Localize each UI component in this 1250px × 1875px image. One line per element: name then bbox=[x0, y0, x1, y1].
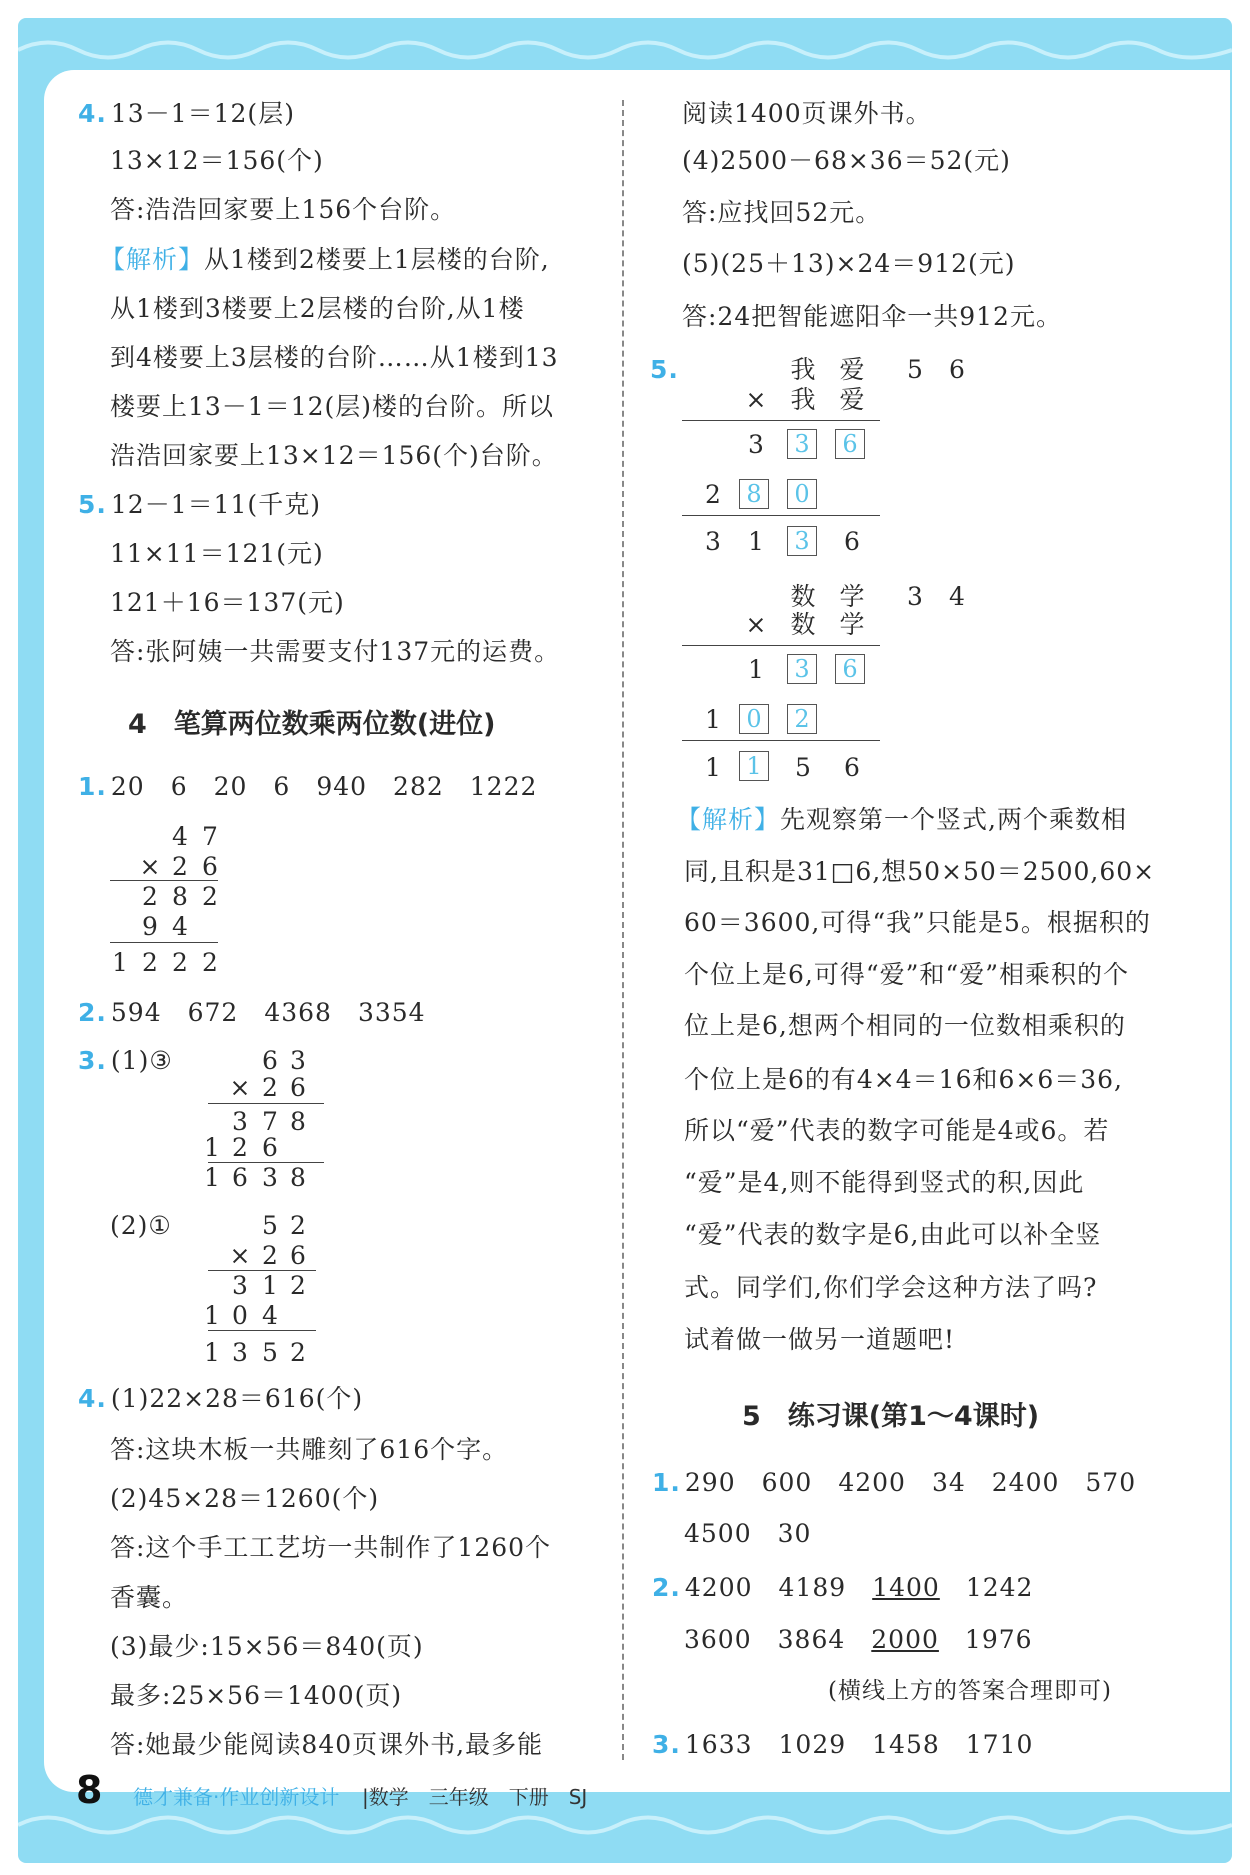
q4-analysis-line: 楼要上13－1＝12(层)楼的台阶。所以 bbox=[110, 392, 555, 421]
s4q1-line: 1. 20 6 20 6 940 282 1222 bbox=[78, 772, 538, 801]
section-5-title: 5 练习课(第1～4课时) bbox=[742, 1401, 1040, 1432]
q4-answer: 答:浩浩回家要上156个台阶。 bbox=[110, 195, 457, 224]
cont-line: 阅读1400页课外书。 bbox=[682, 99, 932, 128]
s5q2-note: (横线上方的答案合理即可) bbox=[828, 1678, 1112, 1704]
s4q4-line: (3)最少:15×56＝840(页) bbox=[110, 1632, 424, 1661]
q5-analysis-line: 试着做一做另一道题吧! bbox=[684, 1325, 956, 1354]
q5-answer: 答:张阿姨一共需要支付137元的运费。 bbox=[110, 637, 561, 666]
q4-line: 4. 13－1＝12(层) bbox=[78, 99, 295, 128]
q5-analysis-line: “爱”是4,则不能得到竖式的积,因此 bbox=[684, 1168, 1085, 1197]
column-divider bbox=[622, 100, 624, 1760]
answer-box: 0 bbox=[739, 704, 769, 734]
s4q3-part2: (2)① bbox=[110, 1211, 172, 1240]
s5q1-line: 1. 290 600 4200 34 2400 570 bbox=[652, 1468, 1137, 1497]
s4q4-line: 4. (1)22×28＝616(个) bbox=[78, 1384, 364, 1413]
answer-box: 3 bbox=[787, 654, 817, 684]
q5-analysis: 【解析】先观察第一个竖式,两个乘数相 bbox=[676, 805, 1127, 834]
footer-brand: 德才兼备·作业创新设计 bbox=[133, 1785, 340, 1809]
answer-box: 8 bbox=[739, 479, 769, 509]
q5-analysis-line: “爱”代表的数字是6,由此可以补全竖 bbox=[684, 1220, 1102, 1249]
q4-analysis-line: 到4楼要上3层楼的台阶……从1楼到13 bbox=[110, 343, 559, 372]
top-wave-decoration bbox=[18, 30, 1232, 70]
cont-line: (5)(25＋13)×24＝912(元) bbox=[682, 249, 1016, 278]
answer-box: 1 bbox=[739, 751, 769, 781]
q5-analysis-line: 60＝3600,可得“我”只能是5。根据积的 bbox=[684, 908, 1151, 937]
answer-box: 0 bbox=[787, 479, 817, 509]
s4q2-line: 2. 594 672 4368 3354 bbox=[78, 998, 426, 1027]
answer-box: 2 bbox=[787, 704, 817, 734]
q5-analysis-line: 个位上是6,可得“爱”和“爱”相乘积的个 bbox=[684, 960, 1129, 989]
footer-subject: |数学 三年级 下册 SJ bbox=[362, 1785, 588, 1809]
answer-box: 3 bbox=[787, 526, 817, 556]
q4-analysis-line: 浩浩回家要上13×12＝156(个)台阶。 bbox=[110, 441, 558, 470]
s4q4-line: 最多:25×56＝1400(页) bbox=[110, 1681, 403, 1710]
s5q2-row2: 3600 3864 2000 1976 bbox=[684, 1625, 1033, 1654]
bottom-wave-decoration bbox=[18, 1805, 1232, 1845]
s5q1-line: 4500 30 bbox=[684, 1519, 812, 1548]
cont-line: 答:应找回52元。 bbox=[682, 198, 882, 227]
q4-analysis: 【解析】从1楼到2楼要上1层楼的台阶, bbox=[100, 245, 550, 274]
answer-box: 6 bbox=[835, 654, 865, 684]
s4q3-part1: 3. (1)③ bbox=[78, 1046, 173, 1075]
q4-analysis-line: 从1楼到3楼要上2层楼的台阶,从1楼 bbox=[110, 294, 525, 323]
section-4-title: 4 笔算两位数乘两位数(进位) bbox=[128, 709, 496, 740]
s4q4-line: (2)45×28＝1260(个) bbox=[110, 1484, 380, 1513]
s4q4-line: 香囊。 bbox=[110, 1583, 189, 1612]
s4q4-line: 答:这个手工工艺坊一共制作了1260个 bbox=[110, 1533, 552, 1562]
q5-analysis-line: 个位上是6的有4×4＝16和6×6＝36, bbox=[684, 1065, 1123, 1094]
q5-line: 11×11＝121(元) bbox=[110, 539, 324, 568]
q5-line: 121＋16＝137(元) bbox=[110, 588, 345, 617]
s5q3-line: 3. 1633 1029 1458 1710 bbox=[652, 1730, 1034, 1759]
q5-analysis-line: 所以“爱”代表的数字可能是4或6。若 bbox=[684, 1116, 1110, 1145]
q5-label: 5. bbox=[650, 355, 679, 384]
s5q2-row1: 2. 4200 4189 1400 1242 bbox=[652, 1573, 1034, 1602]
cont-line: 答:24把智能遮阳伞一共912元。 bbox=[682, 302, 1062, 331]
s4q4-line: 答:她最少能阅读840页课外书,最多能 bbox=[110, 1730, 544, 1759]
cont-line: (4)2500－68×36＝52(元) bbox=[682, 146, 1011, 175]
q5-analysis-line: 式。同学们,你们学会这种方法了吗? bbox=[684, 1273, 1098, 1302]
q5-line: 5. 12－1＝11(千克) bbox=[78, 490, 321, 519]
s4q4-line: 答:这块木板一共雕刻了616个字。 bbox=[110, 1435, 509, 1464]
answer-box: 6 bbox=[835, 429, 865, 459]
q5-analysis-line: 位上是6,想两个相同的一位数相乘积的 bbox=[684, 1011, 1126, 1040]
q5-analysis-line: 同,且积是31□6,想50×50＝2500,60× bbox=[684, 857, 1156, 886]
answer-box: 3 bbox=[787, 429, 817, 459]
q4-line: 13×12＝156(个) bbox=[110, 146, 324, 175]
page-number: 8 bbox=[76, 1768, 103, 1812]
